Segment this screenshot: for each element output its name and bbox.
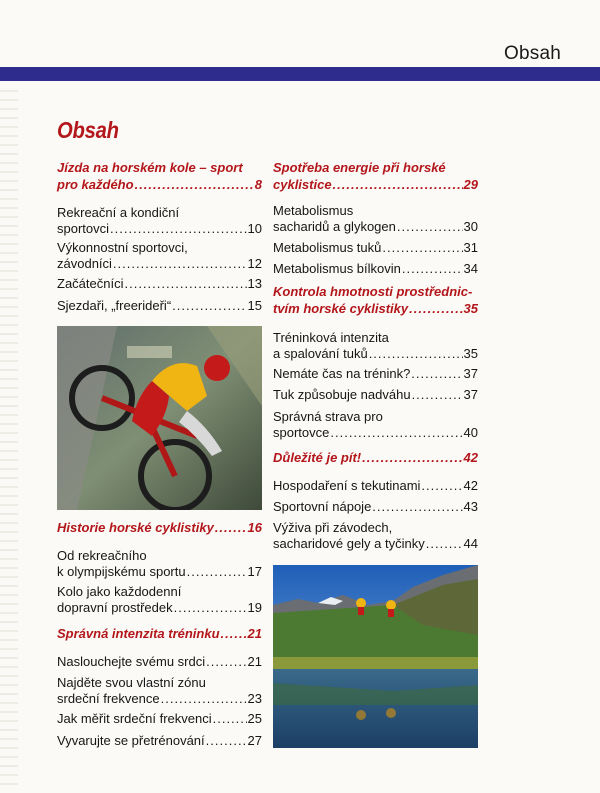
toc-entry[interactable]: Sjezdaři, „freerideři“ ..... 15 bbox=[57, 298, 262, 314]
page-number: 15 bbox=[247, 298, 262, 313]
page-number: 30 bbox=[463, 219, 478, 234]
page-number: 37 bbox=[463, 366, 478, 381]
page-number: 35 bbox=[463, 301, 478, 316]
page-number: 12 bbox=[247, 256, 262, 271]
page-number: 25 bbox=[247, 711, 262, 726]
toc-section[interactable]: Správná intenzita tréninku ..... 21 bbox=[57, 625, 262, 642]
mountain-lake-photo bbox=[273, 565, 478, 748]
page-number: 27 bbox=[247, 733, 262, 748]
toc-entry[interactable]: Kolo jako každodenní dopravní prostředek ..... 19 bbox=[57, 584, 262, 616]
page-number: 8 bbox=[254, 177, 262, 192]
toc-entry[interactable]: Od rekreačního k olympijskému sportu ..... 17 bbox=[57, 548, 262, 580]
page-number: 19 bbox=[247, 600, 262, 615]
toc-entry[interactable]: Hospodaření s tekutinami ..... 42 bbox=[273, 478, 478, 494]
toc-entry[interactable]: Vyvarujte se přetrénování ..... 27 bbox=[57, 733, 262, 749]
toc-entry[interactable]: Sportovní nápoje ..... 43 bbox=[273, 499, 478, 515]
toc-entry[interactable]: Najděte svou vlastní zónu srdeční frekvence ..... 23 bbox=[57, 675, 262, 707]
page-number: 44 bbox=[463, 536, 478, 551]
page-number: 17 bbox=[247, 564, 262, 579]
page-number: 42 bbox=[463, 478, 478, 493]
header-band bbox=[0, 67, 600, 81]
page-number: 34 bbox=[463, 261, 478, 276]
toc-entry[interactable]: Výživa při závodech, sacharidové gely a tyčinky ..... 44 bbox=[273, 520, 478, 552]
page-number: 13 bbox=[247, 276, 262, 291]
downhill-rider-photo bbox=[57, 326, 262, 510]
header-label: Obsah bbox=[504, 43, 561, 64]
toc-entry[interactable]: Správná strava pro sportovce ..... 40 bbox=[273, 409, 478, 441]
toc-section[interactable]: Jízda na horském kole – sport pro každého ..... 8 bbox=[57, 159, 262, 193]
page-number: 21 bbox=[247, 654, 262, 669]
toc-entry[interactable]: Rekreační a kondiční sportovci ..... 10 bbox=[57, 205, 262, 237]
toc-section[interactable]: Důležité je pít! ..... 42 bbox=[273, 449, 478, 466]
page-title: Obsah bbox=[57, 117, 119, 143]
page-number: 43 bbox=[463, 499, 478, 514]
toc-entry[interactable]: Jak měřit srdeční frekvenci ..... 25 bbox=[57, 711, 262, 727]
toc-section[interactable]: Kontrola hmotnosti prostřednic- tvím horské cyklistiky ..... 35 bbox=[273, 283, 478, 317]
page-number: 16 bbox=[247, 520, 262, 535]
page-number: 40 bbox=[463, 425, 478, 440]
toc-section[interactable]: Spotřeba energie při horské cyklistice ..... 29 bbox=[273, 159, 478, 193]
page-number: 35 bbox=[463, 346, 478, 361]
toc-entry[interactable]: Začátečníci ..... 13 bbox=[57, 276, 262, 292]
toc-entry[interactable]: Tuk způsobuje nadváhu ..... 37 bbox=[273, 387, 478, 403]
page-number: 37 bbox=[463, 387, 478, 402]
toc-entry[interactable]: Nemáte čas na trénink? ..... 37 bbox=[273, 366, 478, 382]
binding-edge bbox=[0, 90, 18, 790]
page-number: 10 bbox=[247, 221, 262, 236]
toc-entry[interactable]: Tréninková intenzita a spalování tuků ..... 35 bbox=[273, 330, 478, 362]
toc-section[interactable]: Historie horské cyklistiky ..... 16 bbox=[57, 519, 262, 536]
page-number: 31 bbox=[463, 240, 478, 255]
toc-entry[interactable]: Metabolismus sacharidů a glykogen ..... 30 bbox=[273, 203, 478, 235]
toc-entry[interactable]: Metabolismus tuků ..... 31 bbox=[273, 240, 478, 256]
page-number: 21 bbox=[247, 626, 262, 641]
toc-entry[interactable]: Metabolismus bílkovin ..... 34 bbox=[273, 261, 478, 277]
page-number: 42 bbox=[463, 450, 478, 465]
toc-entry[interactable]: Naslouchejte svému srdci ..... 21 bbox=[57, 654, 262, 670]
page-number: 23 bbox=[247, 691, 262, 706]
page-number: 29 bbox=[463, 177, 478, 192]
toc-entry[interactable]: Výkonnostní sportovci, závodníci ..... 12 bbox=[57, 240, 262, 272]
